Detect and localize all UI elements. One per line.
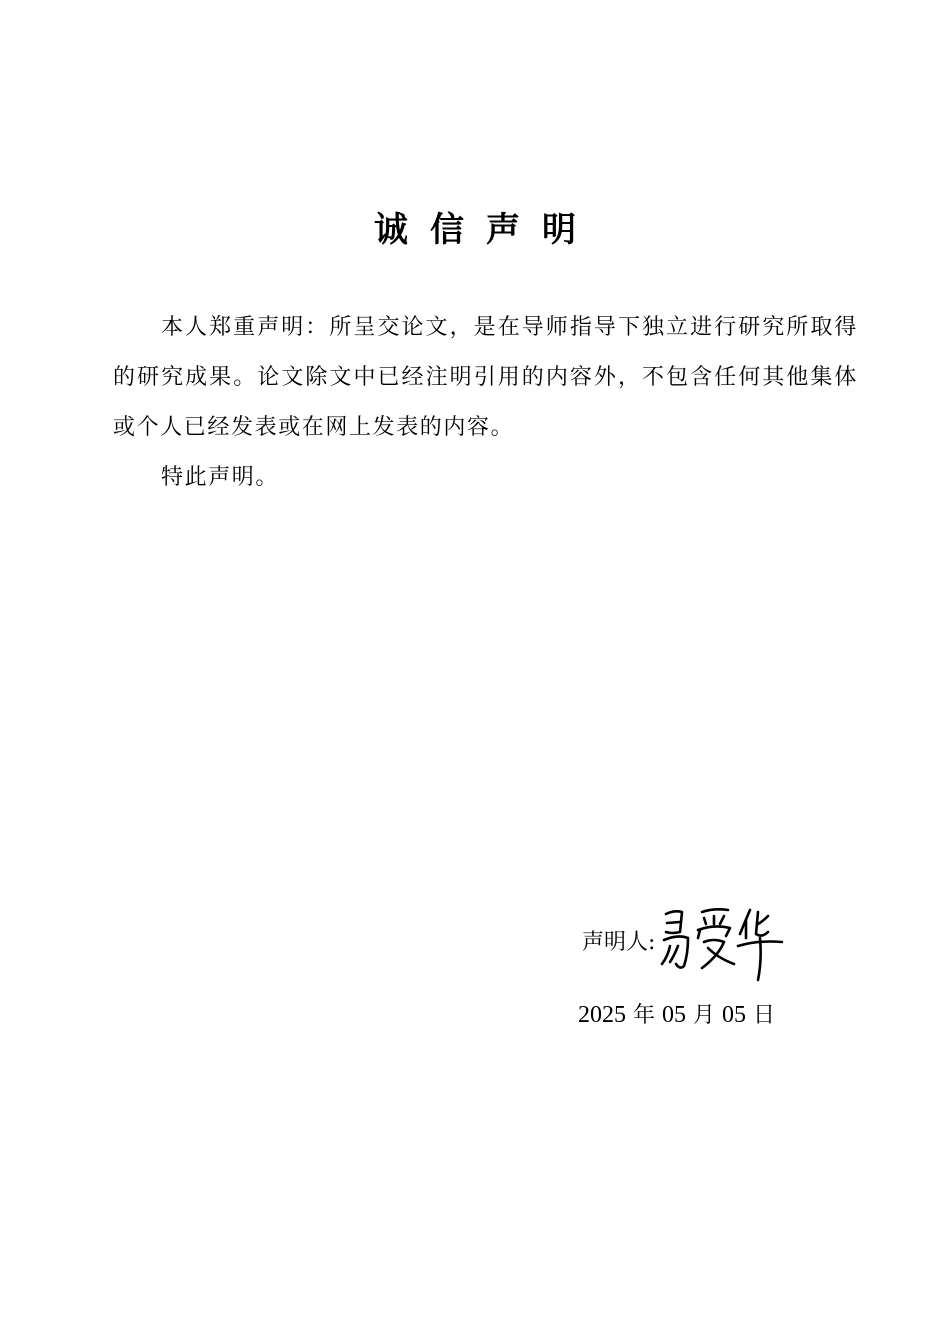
date-year: 2025: [578, 1002, 626, 1028]
date-month-unit: 月: [693, 1003, 716, 1028]
declaration-date: [578, 997, 775, 1034]
date-year-unit: 年: [633, 1003, 656, 1028]
declaration-paragraph: 本人郑重声明：所呈交论文，是在导师指导下独立进行研究所取得的研究成果。论文除文中已经注明引用的内容外，不包含任何其他集体或个人已经发表或在网上发表的内容。: [113, 315, 858, 440]
date-month: 05: [662, 1002, 687, 1028]
signer-block: [582, 904, 812, 984]
date-day-unit: 日: [753, 1003, 776, 1028]
page-title: 诚信声明: [374, 210, 598, 250]
handwritten-signature: [658, 904, 798, 984]
declaration-body: [113, 303, 858, 503]
closing-paragraph: 特此声明。: [161, 465, 280, 490]
signer-label: 声明人:: [582, 930, 656, 955]
date-day: 05: [722, 1002, 747, 1028]
